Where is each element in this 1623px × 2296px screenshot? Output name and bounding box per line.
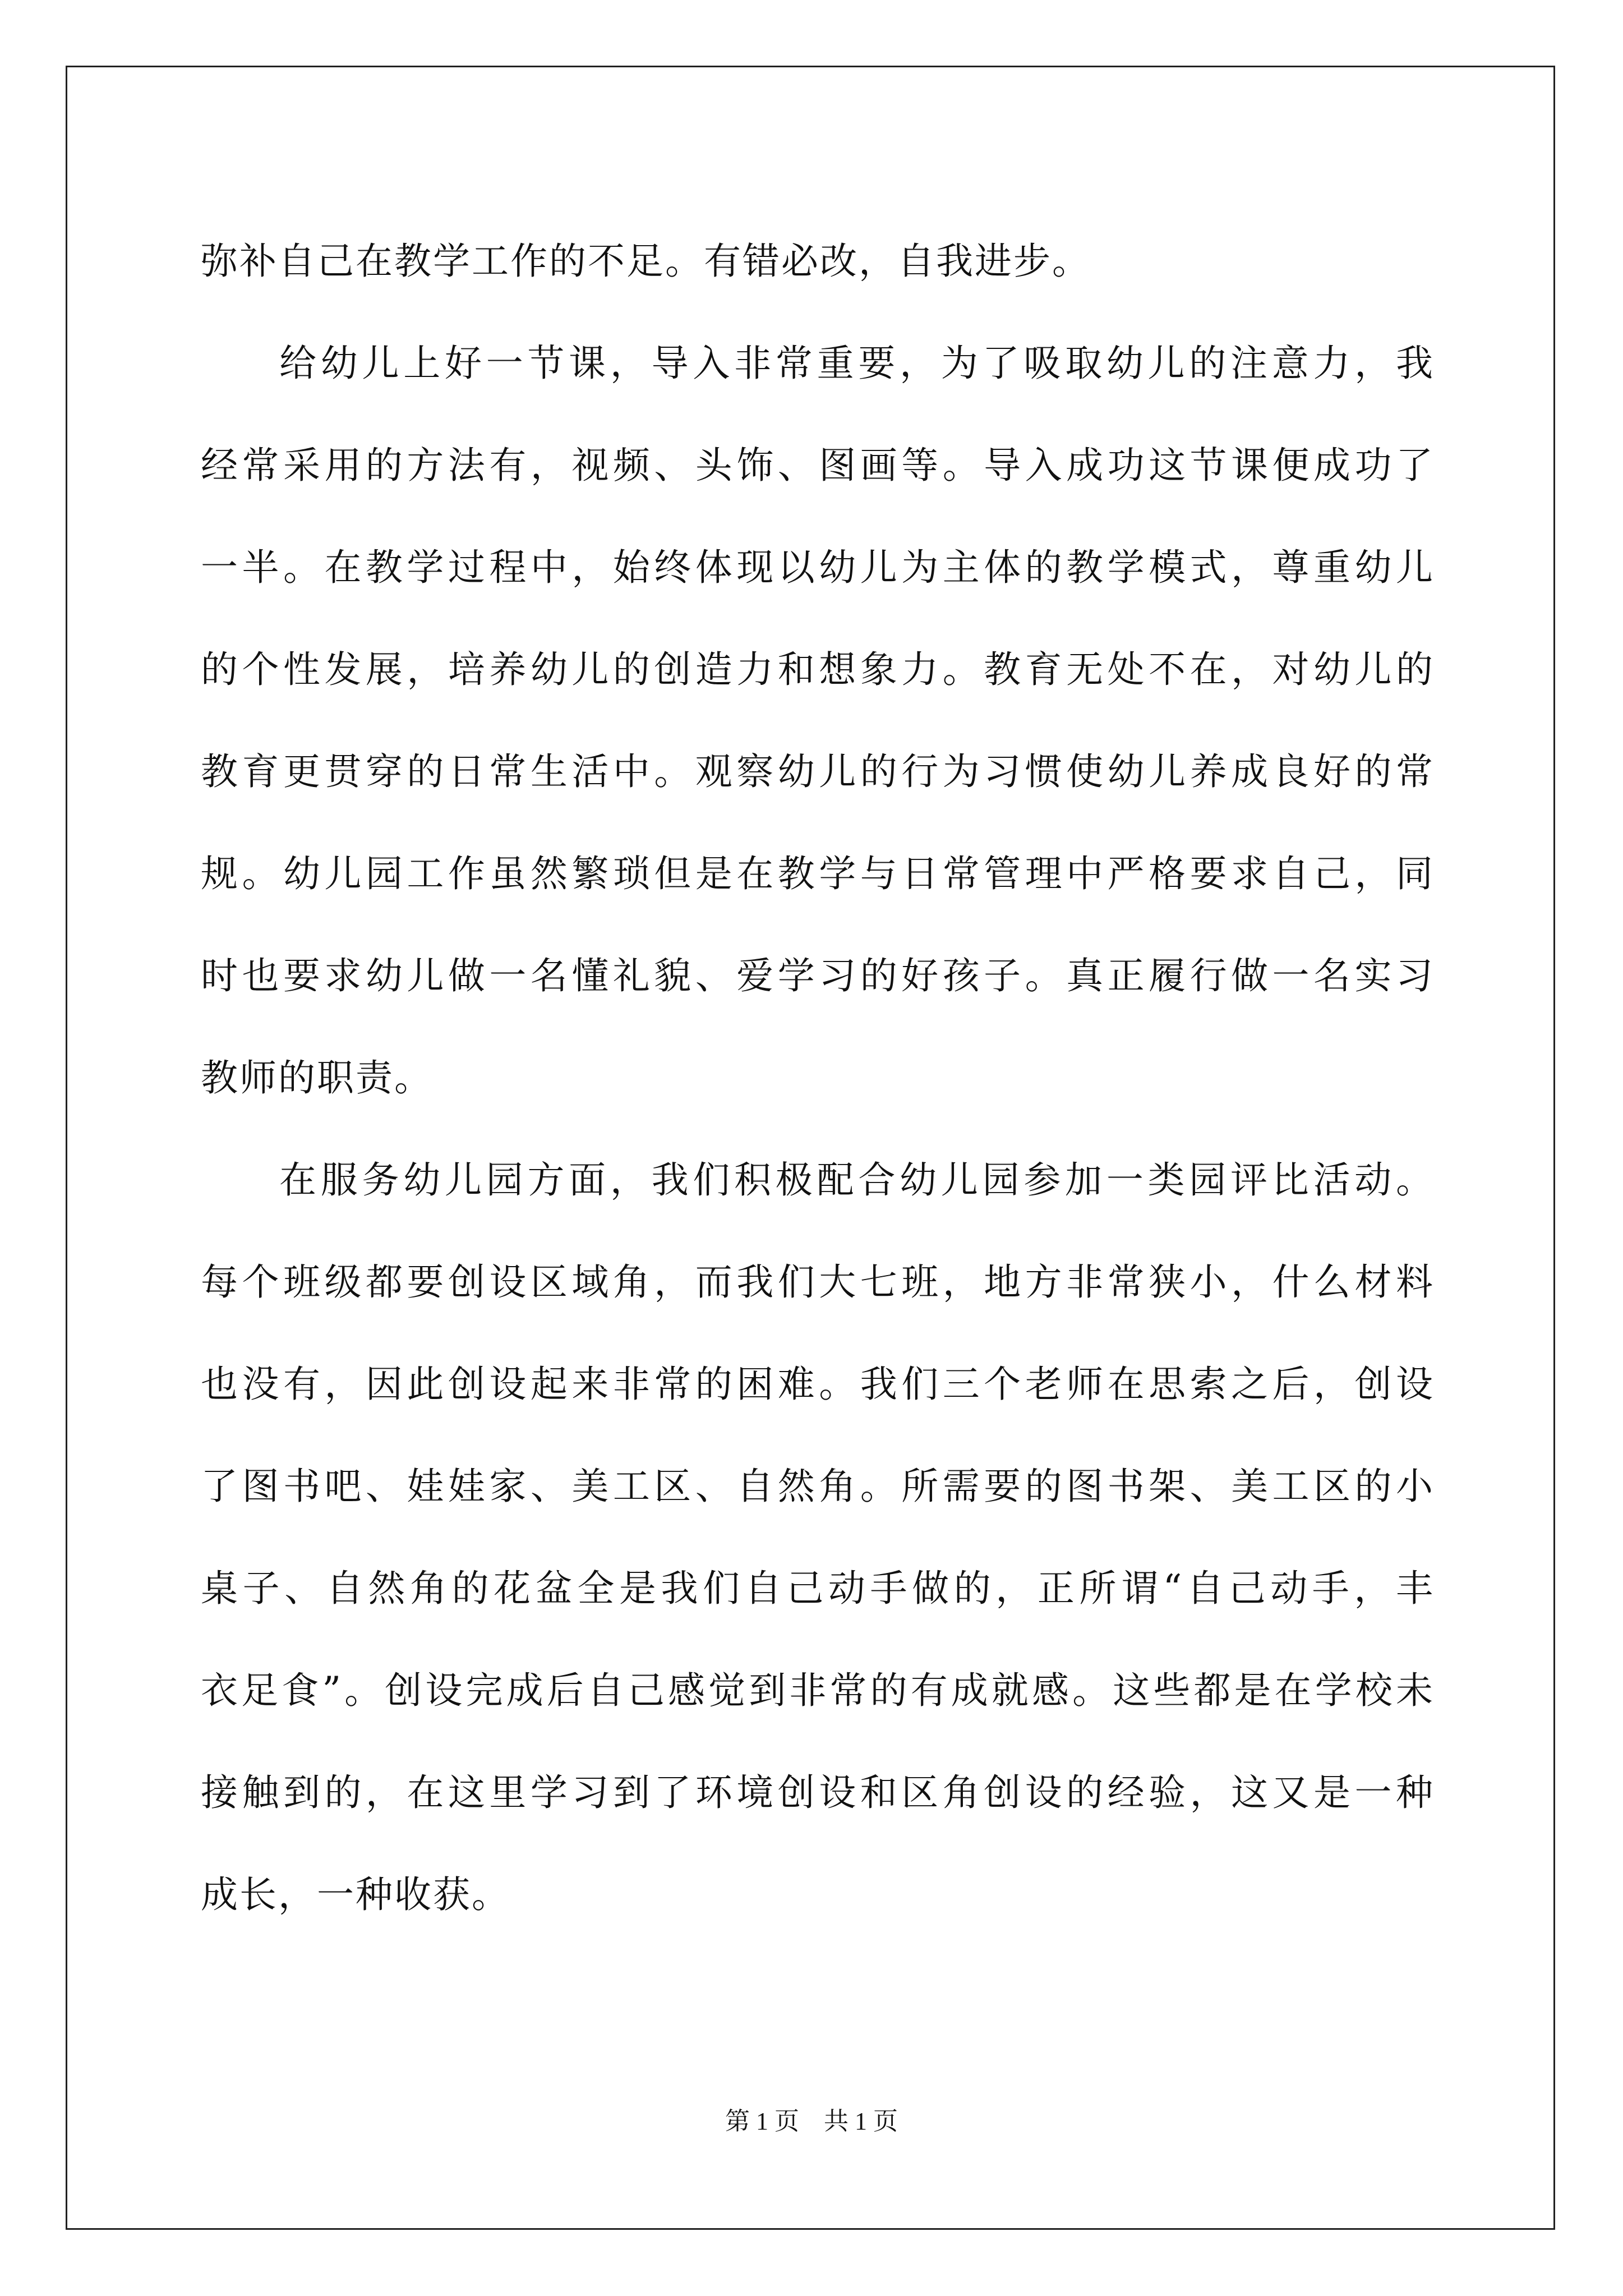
- text-line: 每个班级都要创设区域角，而我们大七班，地方非常狭小，什么材料: [201, 1260, 1435, 1304]
- text-line: 成长，一种收获。: [201, 1873, 510, 1916]
- text-line: 一半。在教学过程中，始终体现以幼儿为主体的教学模式，尊重幼儿: [201, 546, 1435, 589]
- text-line: 时也要求幼儿做一名懂礼貌、爱学习的好孩子。真正履行做一名实习: [201, 954, 1435, 997]
- text-line: 在服务幼儿园方面，我们积极配合幼儿园参加一类园评比活动。: [279, 1158, 1435, 1202]
- text-line: 衣足食”。创设完成后自己感觉到非常的有成就感。这些都是在学校未: [201, 1669, 1435, 1712]
- document-body: [201, 210, 1435, 1946]
- text-line: 也没有，因此创设起来非常的困难。我们三个老师在思索之后，创设: [201, 1363, 1435, 1406]
- text-line: 规。幼儿园工作虽然繁琐但是在教学与日常管理中严格要求自己，同: [201, 852, 1435, 895]
- text-line: 经常采用的方法有，视频、头饰、图画等。导入成功这节课便成功了: [201, 444, 1435, 487]
- text-line: 桌子、自然角的花盆全是我们自己动手做的，正所谓“自己动手，丰: [201, 1567, 1435, 1610]
- text-line: 教师的职责。: [201, 1056, 433, 1099]
- text-line: 弥补自己在教学工作的不足。有错必改，自我进步。: [201, 240, 1091, 283]
- text-line: 教育更贯穿的日常生活中。观察幼儿的行为习惯使幼儿养成良好的常: [201, 750, 1435, 793]
- text-line: 的个性发展，培养幼儿的创造力和想象力。教育无处不在，对幼儿的: [201, 648, 1435, 691]
- page-number-footer: 第 1 页 共 1 页: [725, 2108, 898, 2135]
- text-line: 了图书吧、娃娃家、美工区、自然角。所需要的图书架、美工区的小: [201, 1465, 1435, 1508]
- text-line: 接触到的，在这里学习到了环境创设和区角创设的经验，这又是一种: [201, 1771, 1435, 1814]
- text-line: 给幼儿上好一节课，导入非常重要，为了吸取幼儿的注意力，我: [279, 342, 1435, 385]
